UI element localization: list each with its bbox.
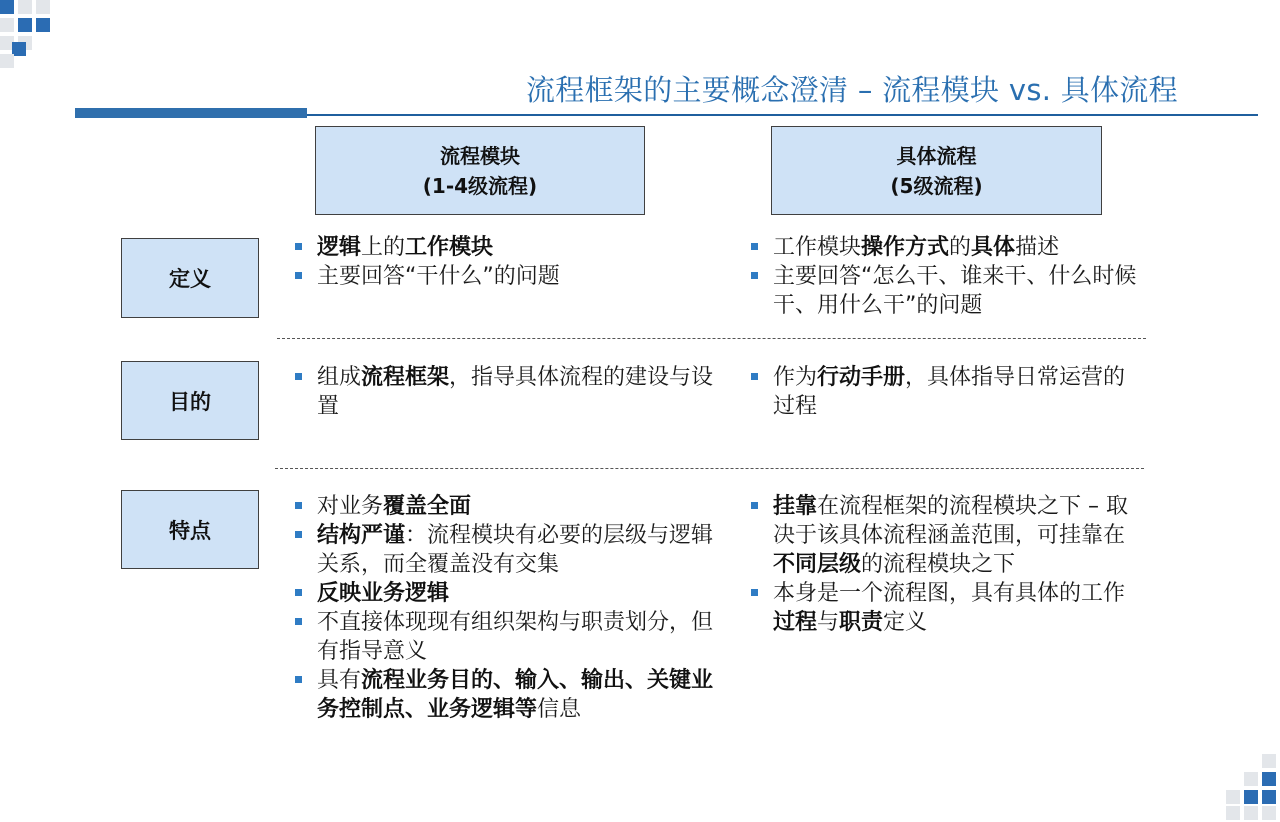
bullet-list [291,363,721,421]
text: 不直接体现现有组织架构与职责划分，但有指导意义 [317,610,714,664]
cell-definition-module [291,233,731,291]
row-divider [277,338,1146,339]
bold-text: 挂靠 [773,494,818,519]
bold-text: 流程框架 [361,365,450,390]
cell-features-process [747,492,1147,637]
bold-text: 行动手册 [817,365,906,390]
bullet-item [291,521,723,579]
slide-title: 流程框架的主要概念澄清 – 流程模块 vs. 具体流程 [526,73,1178,107]
cell-purpose-module [291,363,721,421]
text: 在流程框架的流程模块之下 – 取决于该具体流程涵盖范围，可挂靠在 [773,494,1129,548]
bold-text: 逻辑 [317,235,362,260]
text: 本身是一个流程图，具有具体的工作 [773,581,1126,606]
bullet-list [747,233,1147,320]
bullet-list [747,492,1147,637]
text: ，指导具体流程的建设与设置 [317,365,714,419]
bold-text: 工作模块 [405,235,494,260]
text: 上的 [361,235,406,260]
text: 与 [817,610,840,635]
bullet-list [747,363,1147,421]
bullet-item [291,262,731,291]
text: 主要回答“干什么”的问题 [317,264,560,289]
bullet-item [291,666,723,724]
bold-text: 结构严谨 [317,523,406,548]
text: 信息 [537,697,582,722]
text: 对业务 [317,494,384,519]
column-header-specific-process [771,126,1102,215]
cell-definition-process [747,233,1147,320]
bullet-list [291,233,731,291]
bold-text: 覆盖全面 [383,494,472,519]
bold-text: 具体 [971,235,1016,260]
title-accent-bar [75,108,307,118]
bullet-list [291,492,723,724]
text: 具有 [317,668,362,693]
bullet-item [291,363,721,421]
bullet-item [291,492,723,521]
text: 定义 [883,610,928,635]
bold-text: 反映业务逻辑 [317,581,450,606]
text: 作为 [773,365,818,390]
text: 工作模块 [773,235,862,260]
column-header-process-module [315,126,645,215]
text: 描述 [1015,235,1060,260]
bold-text: 职责 [839,610,884,635]
row-label-purpose: 目的 [121,361,259,440]
bold-text: 不同层级 [773,552,862,577]
row-label-definition: 定义 [121,238,259,318]
column-header-line2: (1-4级流程) [422,173,538,198]
bullet-item [747,579,1147,637]
bullet-item [291,608,723,666]
bullet-item [291,233,731,262]
text: ：流程模块有必要的层级与逻辑关系，而全覆盖没有交集 [317,523,714,577]
text: 主要回答“怎么干、谁来干、什么时候干、用什么干”的问题 [773,264,1137,318]
bullet-item [291,579,723,608]
bold-text: 操作方式 [861,235,950,260]
row-label-features: 特点 [121,490,259,569]
bullet-item [747,233,1147,262]
column-header-line1: 具体流程 [896,143,977,168]
text: 组成 [317,365,362,390]
bullet-item [747,363,1147,421]
bullet-item [747,492,1147,579]
cell-features-module [291,492,723,724]
column-header-line2: (5级流程) [890,173,983,198]
text: 的流程模块之下 [861,552,1016,577]
text: ，具体指导日常运营的过程 [773,365,1126,419]
bold-text: 流程业务目的、输入、输出、关键业务控制点、业务逻辑等 [317,668,714,722]
bullet-item [747,262,1147,320]
row-divider [275,468,1144,469]
column-header-line1: 流程模块 [440,143,520,168]
bold-text: 过程 [773,610,818,635]
text: 的 [949,235,972,260]
cell-purpose-process [747,363,1147,421]
